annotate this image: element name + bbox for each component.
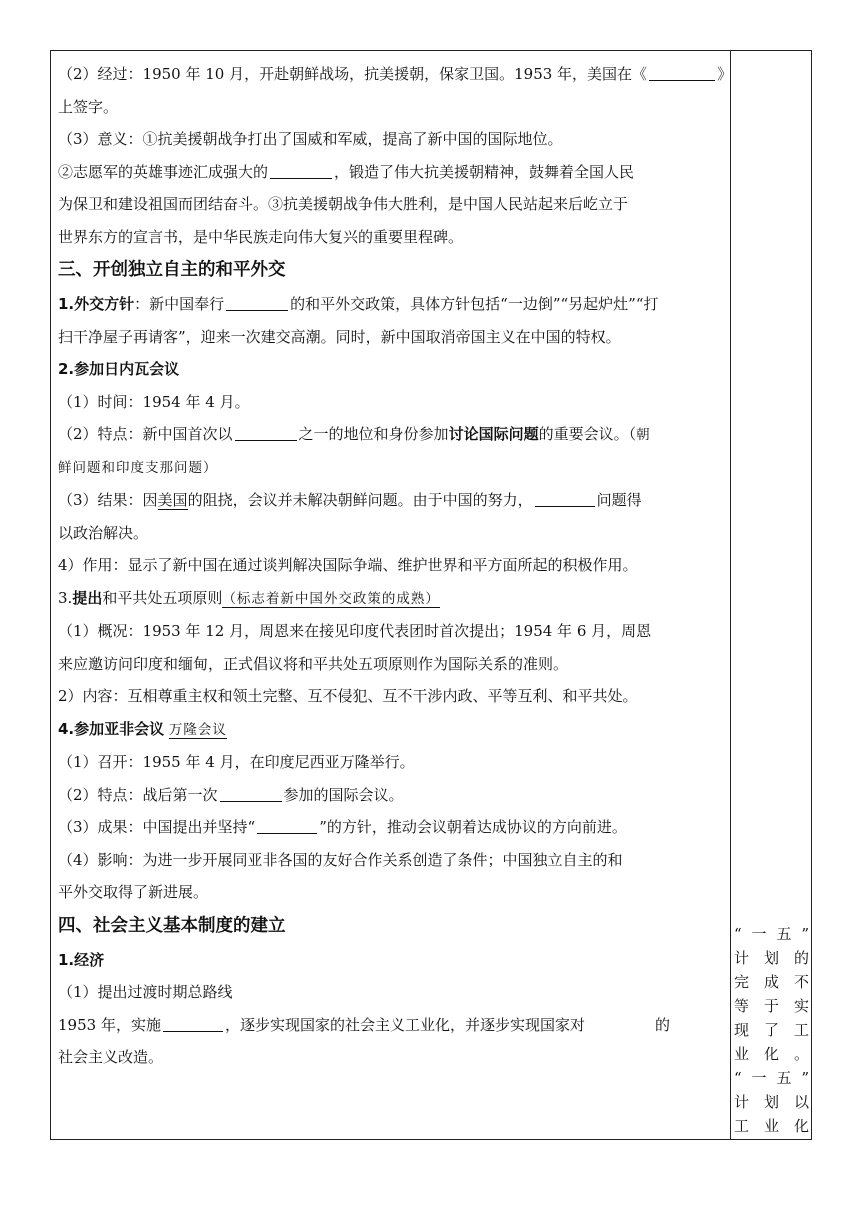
text-line: （2）特点：战后第一次 参加的国际会议。 — [58, 785, 404, 804]
fill-blank[interactable] — [257, 819, 317, 834]
text-line: 社会主义改造。 — [58, 1048, 164, 1066]
section-heading: 三、开创独立自主的和平外交 — [58, 260, 286, 280]
text-line: （3）结果：因美国的阻挠，会议并未解决朝鲜问题。由于中国的努力， 问题得 — [58, 491, 642, 509]
side-note-line: 现了工 — [734, 1021, 810, 1039]
main-content — [58, 58, 733, 1074]
text-line: 为保卫和建设祖国而团结奋斗。③抗美援朝战争伟大胜利，是中国人民站起来后屹立于 — [58, 195, 629, 213]
side-note-line: “一五” — [734, 925, 810, 943]
text-line: 扫干净屋子再请客”，迎来一次建交高潮。同时，新中国取消帝国主义在中国的特权。 — [58, 327, 621, 346]
text-line: 4.参加亚非会议 万隆会议 — [58, 719, 227, 738]
fill-blank[interactable] — [220, 787, 282, 802]
text-line: （4）影响：为进一步开展同亚非各国的友好合作关系创造了条件；中国独立自主的和 — [58, 850, 623, 869]
column-divider — [730, 50, 731, 1140]
side-note-line: “一五” — [734, 1069, 810, 1087]
fill-blank[interactable] — [163, 1017, 223, 1032]
side-note-line: 计划以 — [734, 1093, 810, 1111]
side-note-line: 业化。 — [734, 1045, 810, 1063]
text-line: （1）时间：1954 年 4 月。 — [58, 392, 250, 411]
text-line: 来应邀访问印度和缅甸，正式倡议将和平共处五项原则作为国际关系的准则。 — [58, 654, 569, 673]
text-line: ②志愿军的英雄事迹汇成强大的 ，锻造了伟大抗美援朝精神，鼓舞着全国人民 — [58, 162, 635, 181]
text-line: 3.提出和平共处五项原则（标志着新中国外交政策的成熟） — [58, 588, 440, 607]
text-line: （1）召开：1955 年 4 月，在印度尼西亚万隆举行。 — [58, 753, 415, 771]
subsection-title: 1.外交方针 — [58, 295, 135, 313]
text-line: 4）作用：显示了新中国在通过谈判解决国际争端、维护世界和平方面所起的积极作用。 — [58, 556, 638, 574]
side-note-line: 完成不 — [734, 973, 810, 991]
fill-blank[interactable] — [649, 66, 715, 81]
text-line: （1）提出过渡时期总路线 — [58, 983, 233, 1001]
text-line: （2）经过：1950 年 10 月，开赴朝鲜战场，抗美援朝，保家卫国。1953 年，美国在《 》 — [58, 65, 733, 83]
text-line: 鲜问题和印度支那问题） — [58, 459, 218, 476]
text-line: 2）内容：互相尊重主权和领土完整、互不侵犯、互不干涉内政、平等互利、和平共处。 — [58, 687, 638, 705]
text-line: 1953 年，实施 ，逐步实现国家的社会主义工业化，并逐步实现国家对 的 — [58, 1015, 670, 1034]
text-line: （3）成果：中国提出并坚持“ ”的方针，推动会议朝着达成协议的方向前进。 — [58, 818, 627, 836]
side-note-line: 等于实 — [734, 997, 810, 1015]
text-line: 以政治解决。 — [58, 523, 149, 542]
side-note-line: 计划的 — [734, 949, 810, 967]
text-line: 上签字。 — [58, 97, 119, 116]
side-note — [734, 922, 810, 1138]
subsection-title: 2.参加日内瓦会议 — [58, 360, 180, 378]
fill-blank[interactable] — [235, 426, 297, 441]
text-line: 1.外交方针：新中国奉行 的和平外交政策，具体方针包括“一边倒”“另起炉灶”“打 — [58, 295, 659, 313]
text-line: （3）意义：①抗美援朝战争打出了国威和军威，提高了新中国的国际地位。 — [58, 130, 563, 148]
fill-blank[interactable] — [535, 492, 595, 507]
text-line: （1）概况：1953 年 12 月，周恩来在接见印度代表团时首次提出；1954 年 6 月，周恩 — [58, 622, 652, 640]
fill-blank[interactable] — [270, 164, 332, 179]
text-line: 平外交取得了新进展。 — [58, 883, 209, 901]
subsection-title: 1.经济 — [58, 950, 105, 969]
text-line: （2）特点：新中国首次以 之一的地位和身份参加讨论国际问题的重要会议。（朝 — [58, 425, 651, 443]
section-heading: 四、社会主义基本制度的建立 — [58, 915, 286, 936]
side-note-line: 工业化 — [734, 1117, 810, 1135]
fill-blank[interactable] — [226, 296, 288, 311]
text-line: 世界东方的宣言书，是中华民族走向伟大复兴的重要里程碑。 — [58, 227, 464, 246]
